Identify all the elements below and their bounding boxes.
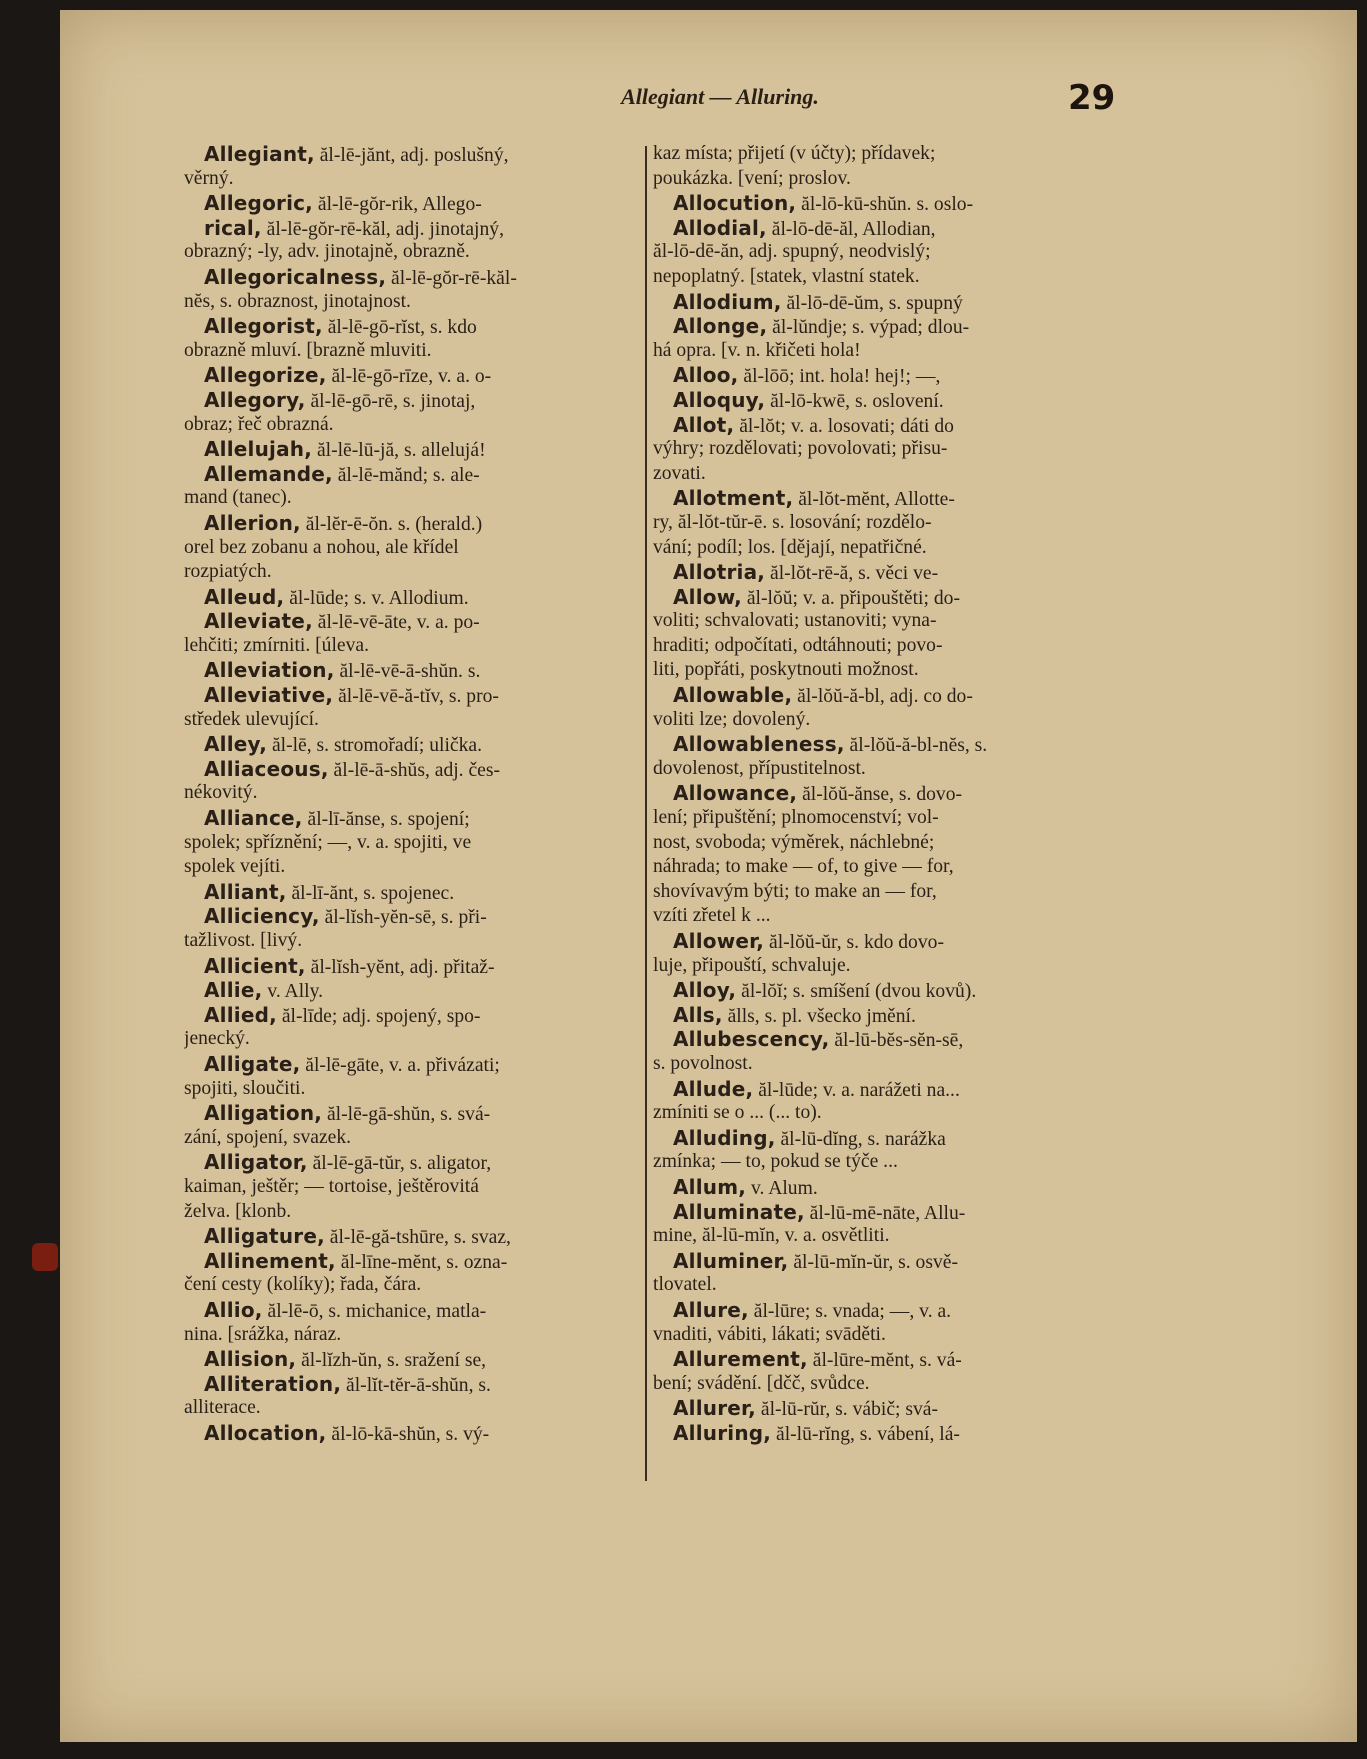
entry-text: ăl-lē-vē-āte, v. a. po- (312, 612, 480, 634)
entry-line (184, 1003, 632, 1028)
entry-text: zmínka; — to, pokud se týče ... (653, 1151, 898, 1173)
entry-line (653, 1421, 1101, 1446)
entry-line (653, 831, 1101, 856)
entry-text: ăl-lŏŭ-ă-bl, adj. co do- (792, 686, 973, 708)
entry-text: obraz; řeč obrazná. (184, 413, 334, 435)
headword: Allowableness, (673, 732, 845, 757)
headword: Allegory, (204, 387, 306, 412)
entry-line (184, 1027, 632, 1052)
headword: Allubescency, (673, 1027, 830, 1052)
headword: rical, (204, 215, 262, 240)
entry-text: ăl-lē-gā-tŭr, s. aligator, (307, 1153, 492, 1175)
entry-line (653, 1200, 1101, 1225)
headword: Allegiant, (204, 142, 315, 166)
entry-line (184, 536, 632, 561)
headword: Alley, (204, 732, 268, 757)
entry-text: hraditi; odpočítati, odtáhnouti; povo- (653, 634, 943, 656)
entry-text: orel bez zobanu a nohou, ale křídel (184, 536, 459, 558)
entry-text: kaiman, ještěr; — tortoise, ještěrovitá (184, 1175, 479, 1197)
entry-line (653, 1027, 1101, 1052)
entry-line (653, 1347, 1101, 1372)
entry-text: ăl-lŏt-rē-ă, s. věci ve- (765, 563, 939, 585)
headword: Allurement, (673, 1347, 808, 1372)
headword: Alliteration, (204, 1371, 342, 1396)
entry-line (653, 1372, 1101, 1397)
headword: Alligate, (204, 1051, 301, 1076)
entry-text: vnaditi, vábiti, lákati; svāděti. (653, 1323, 886, 1345)
entry-text: ăl-lē-gō-rē, s. jinotaj, (305, 390, 476, 412)
entry-text: náhrada; to make — of, to give — for, (653, 856, 954, 878)
entry-line (184, 683, 632, 708)
entry-text: obrazný; -ly, adv. jinotajně, obrazně. (184, 241, 470, 263)
entry-text: ăl-lē-gŏr-rē-kăl, adj. jinotajný, (261, 218, 504, 240)
entry-line (184, 929, 632, 954)
entry-line (653, 1249, 1101, 1274)
entry-line (653, 757, 1101, 782)
headword: Allision, (204, 1347, 297, 1372)
entry-line (653, 855, 1101, 880)
entry-text: ăl-lūde; v. a. narážeti na... (753, 1079, 960, 1101)
entry-text: jenecký. (184, 1028, 250, 1050)
headword: Allum, (673, 1174, 747, 1199)
headword: Allotria, (673, 560, 766, 585)
headword: Alluring, (673, 1420, 772, 1445)
headword: Allocation, (204, 1420, 327, 1445)
entry-text: lehčiti; zmírniti. [úleva. (184, 634, 369, 656)
entry-text: ăl-lĭzh-ŭn, s. sražení se, (296, 1350, 487, 1372)
headword: Allelujah, (204, 437, 313, 462)
entry-line (653, 560, 1101, 585)
entry-line (184, 560, 632, 585)
entry-line (653, 339, 1101, 364)
entry-line (653, 1396, 1101, 1421)
headword: Allodium, (673, 289, 782, 314)
entry-text: dovolenost, přípustitelnost. (653, 757, 866, 779)
entry-line (184, 462, 632, 487)
page-header (60, 78, 1357, 128)
entry-line (184, 314, 632, 339)
entry-line (184, 658, 632, 683)
entry-line (653, 954, 1101, 979)
entry-text: poukázka. [vení; proslov. (653, 167, 851, 189)
entry-text: spolek vejíti. (184, 856, 286, 878)
entry-text: výhry; rozdělovati; povolovati; přisu- (653, 438, 948, 460)
page-number: 29 (1068, 78, 1116, 118)
entry-text: ăl-lō-kwē, s. oslovení. (765, 390, 944, 412)
entry-text: lení; připuštění; plnomocenství; vol- (653, 807, 939, 829)
entry-text: ăl-lē-gă-tshūre, s. svaz, (324, 1227, 511, 1249)
entry-line (653, 585, 1101, 610)
entry-text: v. Ally. (262, 981, 324, 1003)
entry-line (184, 363, 632, 388)
entry-text: ăl-lē, s. stromořadí; ulička. (267, 735, 482, 757)
entry-line (653, 1101, 1101, 1126)
entry-line (184, 634, 632, 659)
entry-line (184, 1249, 632, 1274)
headword: Allure, (673, 1297, 749, 1322)
headword: Alleviation, (204, 658, 335, 683)
entry-line (184, 216, 632, 241)
entry-line (184, 1150, 632, 1175)
headword: Alliance, (204, 806, 303, 831)
entry-text: ăl-lē-mănd; s. ale- (332, 464, 480, 486)
entry-text: ăl-lō-kā-shŭn, s. vý- (326, 1423, 490, 1445)
entry-text: ăl-lŭndje; s. výpad; dlou- (767, 317, 970, 339)
entry-line (184, 1052, 632, 1077)
entry-line (653, 363, 1101, 388)
entry-line (653, 1003, 1101, 1028)
headword: Allowable, (673, 683, 793, 708)
headword: Allinement, (204, 1248, 336, 1273)
entry-line (184, 880, 632, 905)
entry-line (184, 486, 632, 511)
entry-line (184, 511, 632, 536)
entry-line (653, 486, 1101, 511)
entry-text: ăl-lŏĭ; s. smíšení (dvou kovů). (736, 981, 977, 1003)
entry-line (653, 929, 1101, 954)
entry-text: ăl-līne-mĕnt, s. ozna- (335, 1251, 508, 1273)
entry-text: ăl-lō-dē-ăn, adj. spupný, neodvislý; (653, 241, 931, 263)
entry-text: ălls, s. pl. všecko jmění. (722, 1005, 916, 1027)
entry-line (184, 1101, 632, 1126)
entry-text: ăl-lē-gŏr-rik, Allego- (312, 194, 482, 216)
entry-text: ăl-lē-gō-rīze, v. a. o- (326, 366, 492, 388)
headword: Alleud, (204, 584, 285, 609)
entry-line (653, 880, 1101, 905)
entry-line (653, 609, 1101, 634)
entry-text: vání; podíl; los. [dějají, nepatřičné. (653, 536, 927, 558)
entry-text: ăl-lĕr-ē-ŏn. s. (herald.) (300, 513, 483, 535)
entry-text: ăl-lū-rĭng, s. vábení, lá- (771, 1423, 960, 1445)
binding-pin (32, 1243, 58, 1271)
entry-text: ăl-lĭsh-yĕn-sē, s. při- (319, 907, 487, 929)
entry-line (184, 806, 632, 831)
entry-line (653, 216, 1101, 241)
entry-text: ăl-lī-ănt, s. spojenec. (286, 882, 455, 904)
entry-text: ăl-lē-gō-rĭst, s. kdo (322, 317, 477, 339)
headword: Allower, (673, 929, 765, 953)
entry-text: mine, ăl-lū-mĭn, v. a. osvětliti. (653, 1225, 890, 1247)
entry-text: s. povolnost. (653, 1052, 753, 1074)
entry-text: ry, ăl-lŏt-tŭr-ē. s. losování; rozdělo- (653, 511, 932, 533)
entry-line (184, 978, 632, 1003)
entry-text: voliti; schvalovati; ustanoviti; vyna- (653, 610, 937, 632)
column-divider (645, 146, 647, 1481)
entry-text: ăl-lē-lū-jă, s. allelujá! (312, 440, 486, 462)
entry-line (184, 732, 632, 757)
entry-text: luje, připouští, schvaluje. (653, 954, 851, 976)
entry-text: spolek; spříznění; —, v. a. spojiti, ve (184, 831, 472, 853)
entry-line (184, 855, 632, 880)
entry-line (184, 831, 632, 856)
entry-line (653, 142, 1101, 167)
entry-text: čení cesty (kolíky); řada, čára. (184, 1274, 422, 1296)
entry-line (184, 265, 632, 290)
entry-line (184, 1273, 632, 1298)
right-column (653, 142, 1101, 1445)
entry-line (653, 708, 1101, 733)
headword: Allio, (204, 1297, 263, 1322)
headword: Alluminate, (673, 1199, 805, 1224)
entry-line (653, 781, 1101, 806)
headword: Allodial, (673, 215, 767, 240)
headword: Alloy, (673, 978, 737, 1003)
entry-line (184, 339, 632, 364)
headword: Allegorist, (204, 314, 323, 339)
entry-line (653, 1052, 1101, 1077)
headword: Allow, (673, 584, 742, 609)
headword: Alliciency, (204, 904, 320, 929)
entry-line (653, 388, 1101, 413)
headword: Alleviative, (204, 683, 334, 708)
entry-line (184, 167, 632, 192)
entry-line (184, 413, 632, 438)
entry-text: ăl-līde; adj. spojený, spo- (276, 1005, 481, 1027)
entry-text: ăl-lūde; s. v. Allodium. (284, 587, 469, 609)
entry-line (184, 142, 632, 167)
headword: Alls, (673, 1002, 723, 1027)
headword: Allicient, (204, 953, 306, 978)
entry-text: ăl-lŏŭ-ănse, s. dovo- (797, 784, 963, 806)
headword: Allegorize, (204, 363, 327, 388)
entry-text: alliterace. (184, 1397, 261, 1419)
entry-line (653, 1077, 1101, 1102)
entry-text: vzíti zřetel k ... (653, 905, 771, 927)
entry-line (653, 1273, 1101, 1298)
entry-line (653, 536, 1101, 561)
entry-line (184, 191, 632, 216)
headword: Allude, (673, 1076, 754, 1101)
headword: Allerion, (204, 510, 301, 535)
entry-text: ăl-lē-ō, s. michanice, matla- (262, 1300, 487, 1322)
entry-text: ăl-lō-dē-ŭm, s. spupný (781, 292, 963, 314)
entry-line (184, 1077, 632, 1102)
entry-line (184, 1372, 632, 1397)
entry-line (653, 1175, 1101, 1200)
headword: Alluminer, (673, 1248, 789, 1273)
entry-line (653, 462, 1101, 487)
entry-text: nepoplatný. [statek, vlastní statek. (653, 265, 920, 287)
entry-line (184, 954, 632, 979)
entry-text: ăl-lū-mĭn-ŭr, s. osvě- (788, 1251, 958, 1273)
entry-line (653, 1224, 1101, 1249)
entry-line (184, 388, 632, 413)
entry-line (184, 757, 632, 782)
entry-text: ăl-lŏt-mĕnt, Allotte- (793, 489, 955, 511)
entry-line (184, 240, 632, 265)
entry-line (653, 265, 1101, 290)
entry-line (184, 1421, 632, 1446)
entry-text: ăl-lōō; int. hola! hej!; —, (738, 366, 941, 388)
entry-text: ăl-lī-ănse, s. spojení; (302, 809, 470, 831)
entry-text: zání, spojení, svazek. (184, 1126, 352, 1148)
entry-text: nina. [srážka, náraz. (184, 1323, 342, 1345)
headword: Allie, (204, 978, 263, 1003)
entry-text: há opra. [v. n. křičeti hola! (653, 339, 861, 361)
entry-text: ăl-lū-dĭng, s. narážka (775, 1128, 946, 1150)
entry-text: ăl-lŏt; v. a. losovati; dáti do (734, 415, 954, 437)
entry-line (184, 1396, 632, 1421)
entry-text: ăl-lĭsh-yĕnt, adj. přitaž- (305, 956, 495, 978)
entry-text: středek ulevující. (184, 708, 319, 730)
entry-text: ăl-lŏŭ-ŭr, s. kdo dovo- (764, 932, 944, 953)
headword: Alligator, (204, 1150, 308, 1175)
headword: Allied, (204, 1002, 277, 1027)
entry-line (653, 1126, 1101, 1151)
entry-line (184, 904, 632, 929)
entry-text: ăl-lō-dē-ăl, Allodian, (766, 218, 936, 240)
entry-text: ăl-lē-vē-ā-shŭn. s. (334, 661, 481, 683)
headword: Allemande, (204, 461, 333, 486)
entry-text: nékovitý. (184, 782, 258, 804)
headword: Alligation, (204, 1101, 323, 1126)
entry-text: bení; svádění. [dčč, svůdce. (653, 1372, 870, 1394)
entry-line (184, 609, 632, 634)
entry-text: voliti lze; dovolený. (653, 708, 811, 730)
headword: Allurer, (673, 1396, 756, 1421)
headword: Alligature, (204, 1224, 325, 1249)
entry-line (184, 1323, 632, 1348)
entry-text: ăl-lō-kū-shŭn. s. oslo- (796, 194, 974, 216)
headword: Alluding, (673, 1125, 776, 1150)
entry-text: spojiti, sloučiti. (184, 1077, 306, 1099)
entry-line (653, 806, 1101, 831)
entry-line (184, 1126, 632, 1151)
entry-line (653, 437, 1101, 462)
entry-text: ăl-lū-rŭr, s. vábič; svá- (755, 1399, 939, 1421)
entry-text: ăl-lē-vē-ă-tĭv, s. pro- (333, 686, 499, 708)
entry-text: nĕs, s. obraznost, jinotajnost. (184, 290, 411, 312)
entry-text: ăl-lē-jănt, adj. poslušný, (314, 145, 509, 166)
entry-text: shovívavým býti; to make an — for, (653, 880, 937, 902)
entry-text: věrný. (184, 167, 234, 189)
entry-text: ăl-lē-gā-shŭn, s. svá- (322, 1104, 491, 1126)
headword: Alliant, (204, 879, 287, 904)
entry-line (653, 1150, 1101, 1175)
headword: Allegoric, (204, 191, 313, 216)
entry-line (653, 683, 1101, 708)
headword: Allocution, (673, 191, 797, 216)
entry-text: želva. [klonb. (184, 1200, 292, 1222)
entry-line (653, 732, 1101, 757)
entry-line (653, 167, 1101, 192)
entry-line (653, 290, 1101, 315)
entry-line (184, 585, 632, 610)
headword: Alloquy, (673, 387, 766, 412)
entry-text: kaz místa; přijetí (v účty); přídavek; (653, 143, 936, 164)
entry-line (653, 634, 1101, 659)
entry-line (184, 1347, 632, 1372)
headword: Allonge, (673, 314, 768, 339)
entry-line (184, 290, 632, 315)
headword: Allot, (673, 412, 735, 437)
entry-line (653, 1323, 1101, 1348)
entry-text: zovati. (653, 462, 706, 484)
entry-text: ăl-lūre; s. vnada; —, v. a. (748, 1300, 952, 1322)
entry-line (184, 1298, 632, 1323)
headword: Allotment, (673, 486, 794, 511)
entry-text: ăl-lū-bĕs-sĕn-sē, (829, 1030, 964, 1052)
entry-line (653, 1298, 1101, 1323)
entry-text: nost, svoboda; výměrek, náchlebné; (653, 831, 935, 853)
entry-text: ăl-lē-gŏr-rē-kăl- (386, 267, 517, 289)
entry-text: tlovatel. (653, 1274, 717, 1296)
entry-line (653, 240, 1101, 265)
headword: Allegoricalness, (204, 264, 387, 289)
entry-text: zmíniti se o ... (... to). (653, 1102, 822, 1124)
entry-line (184, 1224, 632, 1249)
entry-text: obrazně mluví. [brazně mluviti. (184, 339, 432, 361)
left-column (184, 142, 632, 1445)
headword: Alleviate, (204, 609, 313, 634)
entry-line (184, 781, 632, 806)
headword: Alloo, (673, 363, 739, 388)
running-title: Allegiant — Alluring. (621, 84, 819, 109)
entry-text: ăl-lū-mē-nāte, Allu- (804, 1202, 966, 1224)
entry-line (653, 904, 1101, 929)
entry-text: ăl-lŏŭ; v. a. připouštěti; do- (741, 587, 960, 609)
entry-text: ăl-lē-gāte, v. a. přivázati; (300, 1054, 500, 1076)
entry-text: v. Alum. (746, 1177, 818, 1199)
entry-text: ăl-lūre-mĕnt, s. vá- (807, 1350, 962, 1372)
entry-line (653, 978, 1101, 1003)
entry-line (184, 1200, 632, 1225)
headword: Allowance, (673, 781, 798, 806)
entry-line (184, 437, 632, 462)
entry-text: ăl-lē-ā-shŭs, adj. čes- (328, 759, 501, 781)
entry-line (184, 1175, 632, 1200)
headword: Alliaceous, (204, 756, 329, 781)
entry-text: ăl-lŏŭ-ă-bl-nĕs, s. (844, 735, 988, 757)
entry-line (653, 658, 1101, 683)
entry-line (653, 314, 1101, 339)
entry-text: ăl-lĭt-tĕr-ā-shŭn, s. (341, 1374, 491, 1396)
entry-text: tažlivost. [livý. (184, 930, 303, 951)
entry-line (184, 708, 632, 733)
entry-line (653, 413, 1101, 438)
entry-text: liti, popřáti, poskytnouti možnost. (653, 659, 919, 681)
entry-text: rozpiatých. (184, 561, 272, 583)
entry-line (653, 511, 1101, 536)
entry-text: mand (tanec). (184, 487, 292, 509)
entry-line (653, 191, 1101, 216)
